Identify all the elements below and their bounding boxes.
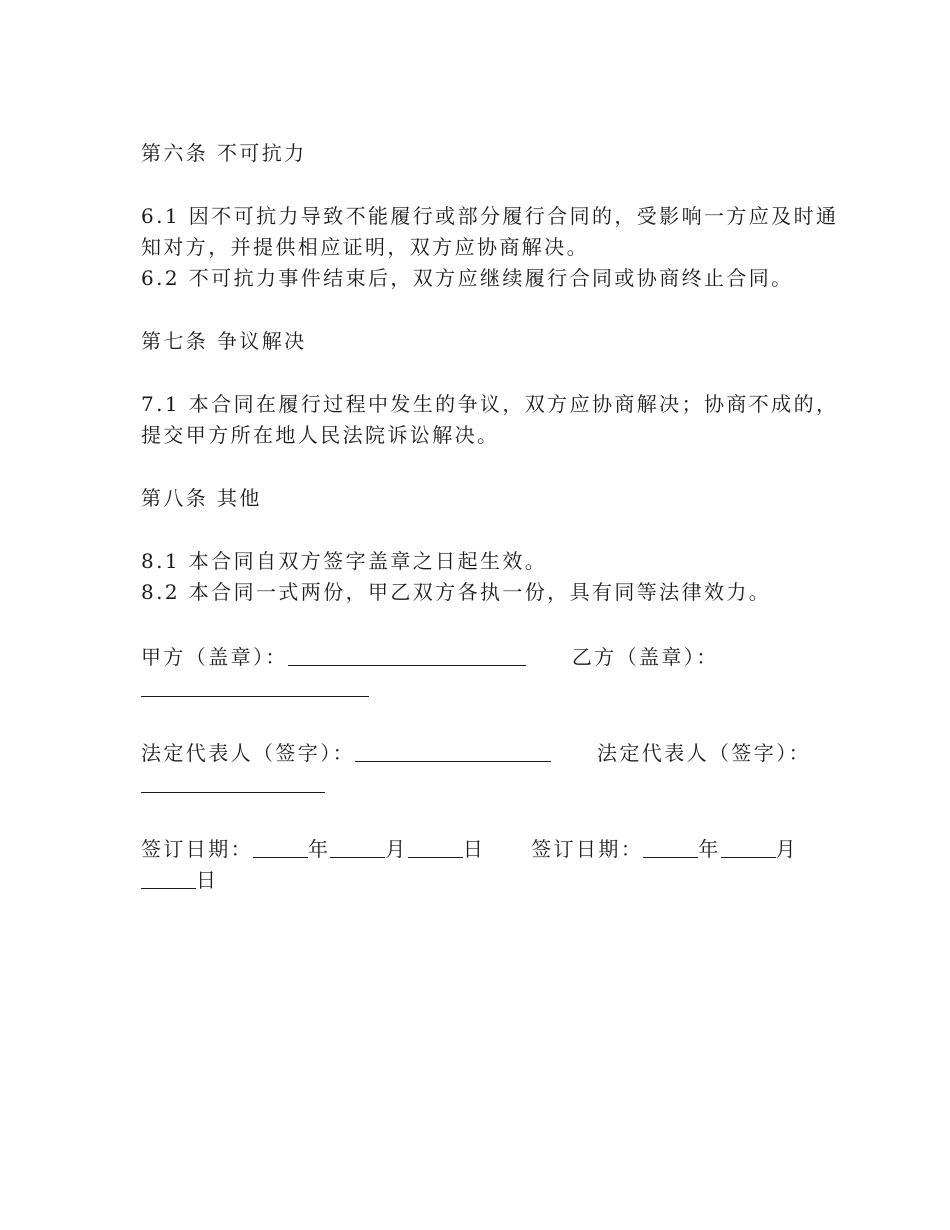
seal-row xyxy=(141,642,841,673)
date-b-year-blank xyxy=(643,835,698,858)
section-6 xyxy=(141,138,841,294)
month-label: 月 xyxy=(775,837,799,861)
section-heading: 第六条 不可抗力 xyxy=(141,141,307,165)
clause-6-1: 6.1 因不可抗力导致不能履行或部分履行合同的，受影响一方应及时通知对方，并提供相应证明，双方应协商解决。 xyxy=(141,204,839,259)
date-b-label: 签订日期： xyxy=(531,837,644,861)
legal-rep-b-blank xyxy=(141,770,325,793)
section-heading: 第八条 其他 xyxy=(141,486,262,510)
legal-rep-b-label: 法定代表人（签字）： xyxy=(597,741,811,765)
section-8 xyxy=(141,483,841,608)
date-b-day-blank xyxy=(141,866,196,889)
date-a-year-blank xyxy=(253,835,308,858)
signature-block xyxy=(141,642,841,896)
clause-7-1: 7.1 本合同在履行过程中发生的争议，双方应协商解决；协商不成的，提交甲方所在地人民法院诉讼解决。 xyxy=(141,392,839,447)
date-a-month-blank xyxy=(330,835,385,858)
clause-8-1: 8.1 本合同自双方签字盖章之日起生效。 xyxy=(141,549,548,573)
party-b-seal-blank xyxy=(141,674,369,697)
date-a-label: 签订日期： xyxy=(141,837,253,861)
legal-rep-a-blank xyxy=(355,739,551,762)
legal-rep-row xyxy=(141,738,841,769)
day-label: 日 xyxy=(462,837,486,861)
clause-8-2: 8.2 本合同一式两份，甲乙双方各执一份，具有同等法律效力。 xyxy=(141,580,772,604)
year-label: 年 xyxy=(698,837,721,861)
legal-rep-a-label: 法定代表人（签字）： xyxy=(141,741,355,765)
year-label: 年 xyxy=(308,837,331,861)
clause-6-2: 6.2 不可抗力事件结束后，双方应继续履行合同或协商终止合同。 xyxy=(141,266,794,290)
section-heading: 第七条 争议解决 xyxy=(141,329,307,353)
contract-page xyxy=(141,138,841,896)
date-a-day-blank xyxy=(408,835,463,858)
party-a-seal-blank xyxy=(288,643,526,666)
party-b-seal-label: 乙方（盖章）： xyxy=(571,645,719,669)
date-b-month-blank xyxy=(721,835,776,858)
date-row xyxy=(141,834,841,865)
party-a-seal-label: 甲方（盖章）： xyxy=(141,645,288,669)
section-7 xyxy=(141,326,841,451)
month-label: 月 xyxy=(385,837,408,861)
day-label: 日 xyxy=(196,868,219,892)
